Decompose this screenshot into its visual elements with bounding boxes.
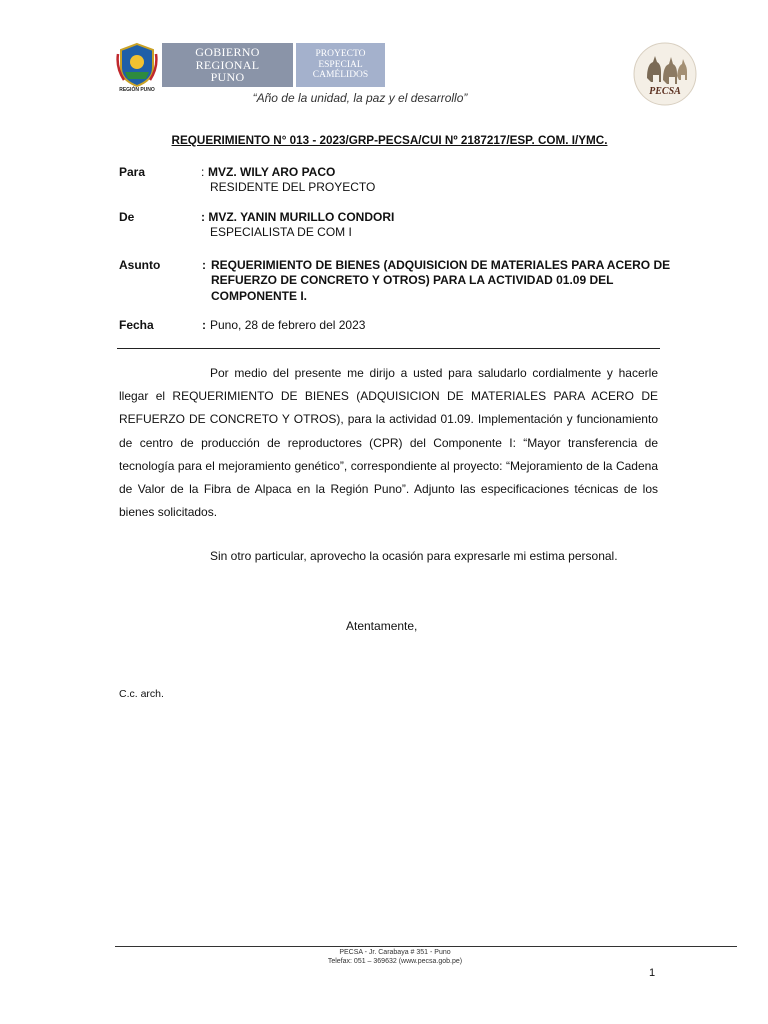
page-number: 1 bbox=[649, 967, 656, 979]
gobierno-line-2: REGIONAL bbox=[195, 57, 260, 72]
footer-address: PECSA - Jr. Carabaya # 351 - Puno bbox=[339, 949, 451, 956]
pecsa-logo bbox=[633, 42, 697, 106]
asunto-line-3: COMPONENTE I. bbox=[211, 289, 308, 303]
copy-note: C.c. arch. bbox=[119, 688, 164, 700]
de-label: De bbox=[119, 210, 135, 224]
fecha-label: Fecha bbox=[119, 318, 154, 332]
proyecto-line-1: PROYECTO bbox=[315, 49, 366, 60]
fecha-colon: : bbox=[202, 318, 206, 332]
fecha-value: Puno, 28 de febrero del 2023 bbox=[210, 318, 366, 332]
asunto-label: Asunto bbox=[119, 258, 161, 272]
regional-crest-logo bbox=[116, 42, 158, 92]
document-title: REQUERIMIENTO N° 013 - 2023/GRP-PECSA/CUI Nº 2187217/ESP. COM. I/YMC. bbox=[171, 134, 608, 147]
footer-divider bbox=[115, 946, 737, 947]
proyecto-line-2: ESPECIAL bbox=[318, 59, 363, 70]
asunto-line-1: REQUERIMIENTO DE BIENES (ADQUISICION DE MATERIALES PARA ACERO DE bbox=[211, 258, 671, 272]
footer-contact: Telefax: 051 – 369632 (www.pecsa.gob.pe) bbox=[327, 958, 463, 965]
proyecto-line-3: CAMÉLIDOS bbox=[312, 70, 369, 81]
crest-caption: REGIÓN PUNO bbox=[119, 87, 155, 92]
body-paragraph: Por medio del presente me dirijo a usted para saludarlo cordialmente y hacerle llegar el REQUERIMIENTO DE BIENES (ADQUISICION DE MATERIALES PARA ACERO DE REFUERZO DE CONCRETO Y OTROS), para la actividad 01.09. Implementación y funcionamiento de centro de producción de reproductores (CPR) del Componente I: “Mayor transferencia de tecnología para el mejoramiento genético”, correspondiente al proyecto: “Mejoramiento de la Cadena de Valor de la Fibra de Alpaca en la Región Puno”. Adjunto las especificaciones técnicas de los bienes solicitados. bbox=[119, 366, 658, 520]
para-label: Para bbox=[119, 165, 146, 179]
de-name: : MVZ. YANIN MURILLO CONDORI bbox=[201, 210, 395, 224]
para-role: RESIDENTE DEL PROYECTO bbox=[210, 180, 376, 194]
regards: Atentamente, bbox=[346, 619, 418, 633]
de-role: ESPECIALISTA DE COM I bbox=[210, 225, 352, 239]
gobierno-line-1: GOBIERNO bbox=[195, 45, 260, 60]
gobierno-regional-box bbox=[162, 43, 293, 87]
header-divider bbox=[117, 348, 660, 349]
closing-sentence: Sin otro particular, aprovecho la ocasión para expresarle mi estima personal. bbox=[210, 549, 618, 563]
asunto-colon: : bbox=[202, 258, 206, 272]
para-name: MVZ. WILY ARO PACO bbox=[208, 165, 336, 179]
para-colon: : bbox=[201, 165, 205, 179]
asunto-line-2: REFUERZO DE CONCRETO Y OTROS) PARA LA ACTIVIDAD 01.09 DEL bbox=[211, 273, 614, 287]
year-motto: “Año de la unidad, la paz y el desarrollo” bbox=[252, 91, 468, 105]
proyecto-especial-box bbox=[296, 43, 385, 87]
pecsa-logo-text: PECSA bbox=[649, 86, 681, 97]
gobierno-line-3: PUNO bbox=[210, 70, 245, 85]
